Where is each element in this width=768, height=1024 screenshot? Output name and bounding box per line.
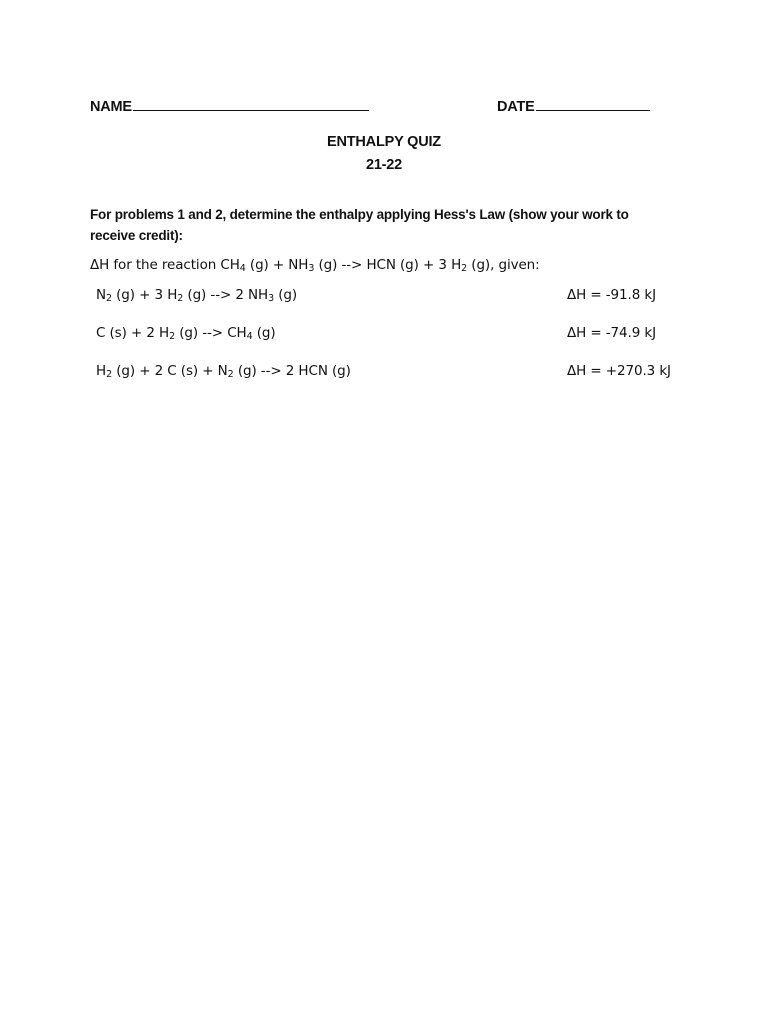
given-equation-2: C (s) + 2 $H_2$ (g) --> $CH_4$ (g) bbox=[96, 325, 276, 342]
date-field bbox=[497, 96, 650, 115]
delta-h-1: ΔH = -91.8 kJ bbox=[567, 287, 657, 303]
delta-h-2: ΔH = -74.9 kJ bbox=[567, 325, 657, 341]
given-equation-1: $N_2$ (g) + 3 $H_2$ (g) --> 2 $NH_3$ (g) bbox=[96, 287, 298, 304]
delta-h-3: ΔH = +270.3 kJ bbox=[567, 363, 671, 379]
quiz-title bbox=[0, 131, 768, 177]
instructions-text: For problems 1 and 2, determine the enthalpy applying Hess's Law (show your work to receive credit): bbox=[90, 207, 629, 243]
name-label: NAME bbox=[90, 99, 132, 115]
given-equation-3: $H_2$ (g) + 2 C $(s) + N_2$ (g) --> 2 HCN (g) bbox=[96, 363, 351, 380]
date-blank-line bbox=[536, 96, 650, 111]
name-blank-line bbox=[133, 96, 369, 111]
reaction-prompt: ΔH for the reaction $CH_4$ $(g) + NH_3$ (g) --> HCN (g) + 3 $H_2$ (g), given: bbox=[90, 257, 540, 274]
title-line-2: 21-22 bbox=[365, 157, 403, 173]
date-label: DATE bbox=[497, 99, 535, 115]
name-field bbox=[90, 96, 369, 115]
title-line-1: ENTHALPY QUIZ bbox=[327, 134, 441, 150]
